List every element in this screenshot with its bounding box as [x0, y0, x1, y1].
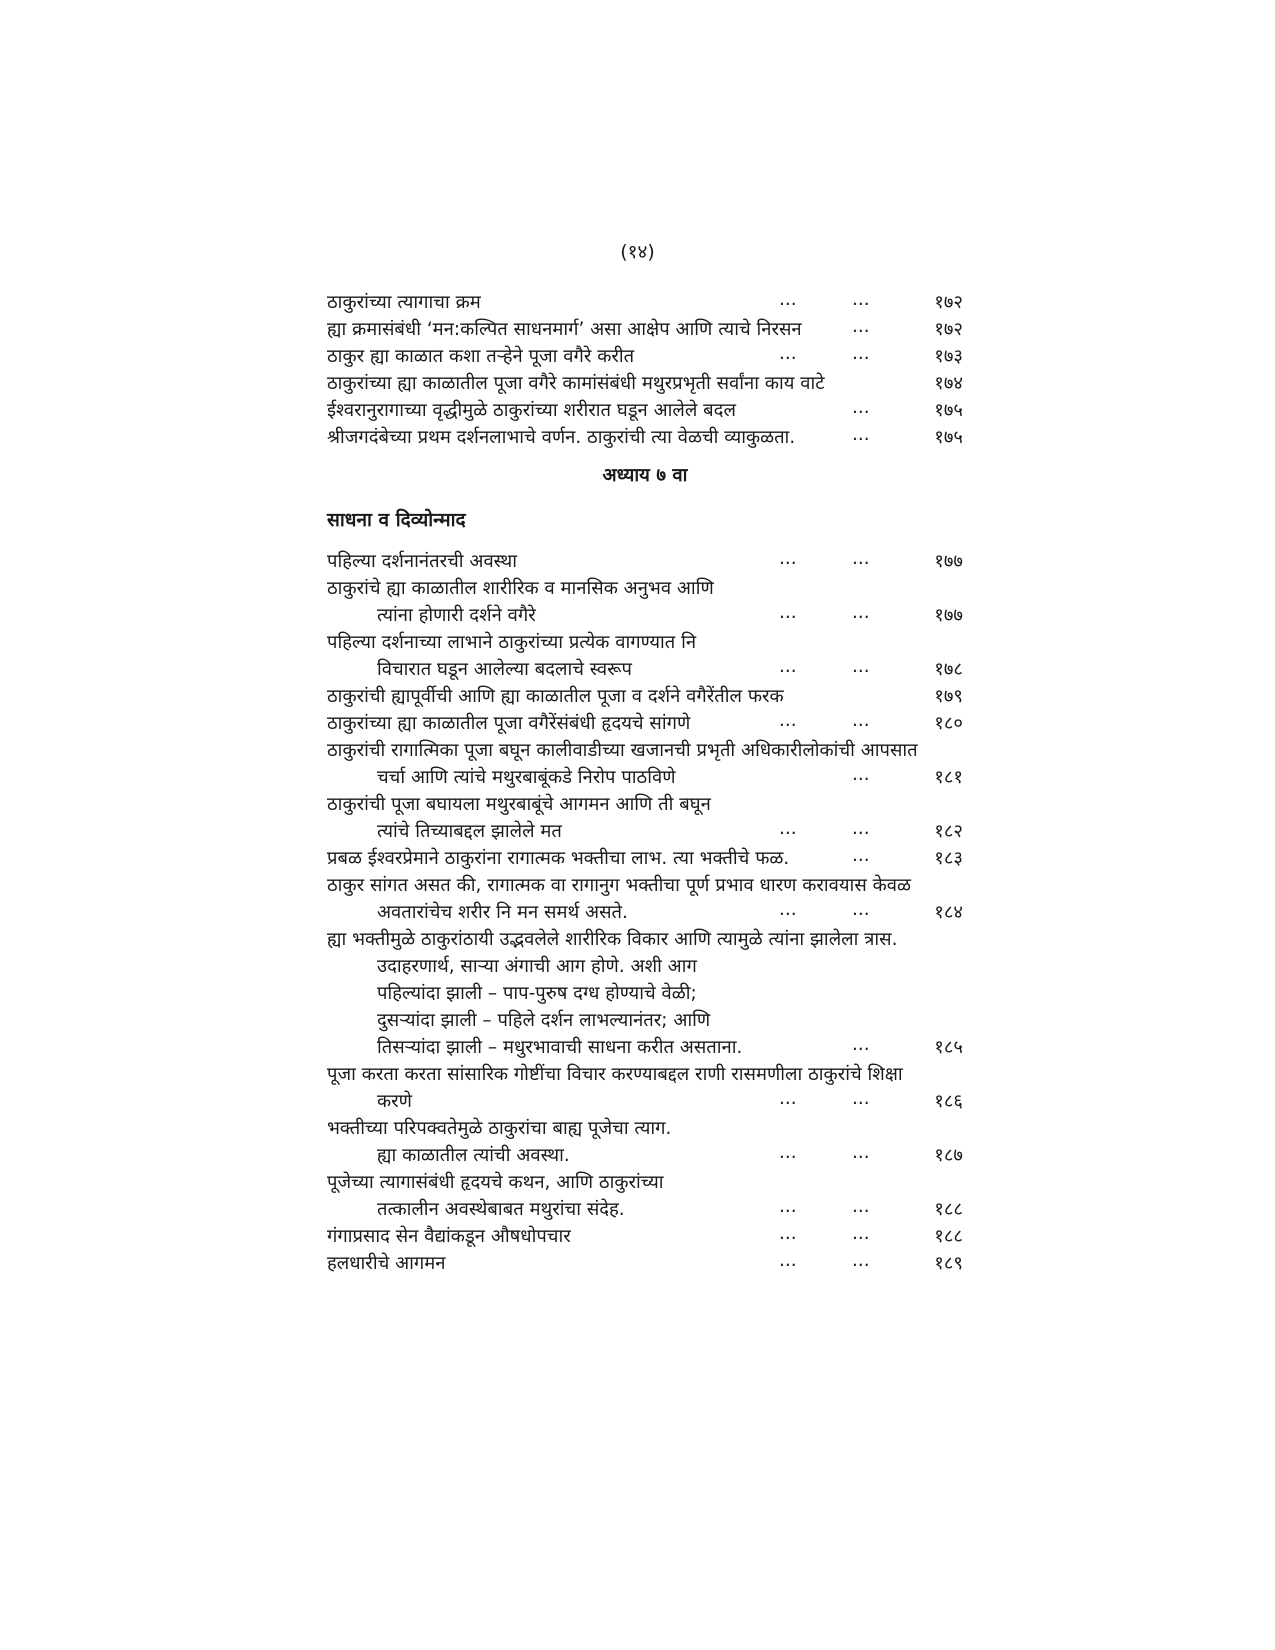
entry-text: हलधारीचे आगमन	[327, 1253, 446, 1274]
entry-line	[327, 980, 963, 1007]
entry-text: तिसऱ्यांदा झाली – मधुरभावाची साधना करीत असताना.	[377, 1037, 743, 1058]
entry-line	[327, 953, 963, 980]
entry-line	[327, 710, 963, 737]
toc-entry	[327, 683, 963, 710]
toc-entry	[327, 370, 963, 397]
entry-line	[327, 1061, 963, 1088]
entry-text: पहिल्या दर्शनानंतरची अवस्था	[327, 551, 517, 572]
entry-text: विचारात घडून आलेल्या बदलाचे स्वरूप	[377, 659, 632, 680]
toc-entry	[327, 316, 963, 343]
entry-text: ठाकुरांच्या ह्या काळातील पूजा वगैरेंसंबंधी हृदयचे सांगणे	[327, 713, 691, 734]
entry-page: १७३	[934, 346, 963, 367]
entry-text: ठाकुरांच्या ह्या काळातील पूजा वगैरे कामांसंबंधी मथुरप्रभृती सर्वांना काय वाटे	[327, 373, 825, 394]
entry-page: १७५	[934, 427, 963, 448]
entry-page: १७९	[934, 686, 963, 707]
entry-text: अवतारांचेच शरीर नि मन समर्थ असते.	[377, 902, 628, 923]
entry-line	[327, 764, 963, 791]
entry-text: ठाकुरांची पूजा बघायला मथुरबाबूंचे आगमन आणि ती बघून	[327, 794, 711, 815]
entry-text: ह्या भक्तीमुळे ठाकुरांठायी उद्भवलेले शारीरिक विकार आणि त्यामुळे त्यांना झालेला त्रास.	[327, 929, 898, 950]
leader-dots: ...	[852, 1250, 870, 1271]
entry-text: तत्कालीन अवस्थेबाबत मथुरांचा संदेह.	[377, 1199, 625, 1220]
entry-text: ठाकुर ह्या काळात कशा तऱ्हेने पूजा वगैरे करीत	[327, 346, 635, 367]
entry-page: १७७	[934, 605, 963, 626]
entry-text: दुसऱ्यांदा झाली – पहिले दर्शन लाभल्यानंतर; आणि	[377, 1010, 711, 1031]
toc-entry	[327, 424, 963, 451]
entry-text: ठाकुरांची रागात्मिका पूजा बघून कालीवाडीच्या खजानची प्रभृती अधिकारीलोकांची आपसात	[327, 740, 918, 761]
toc-entry	[327, 629, 963, 683]
toc-entry	[327, 710, 963, 737]
entry-text: पहिल्यांदा झाली – पाप-पुरुष दग्ध होण्याचे वेळी;	[377, 983, 697, 1004]
entry-page: १८४	[934, 902, 963, 923]
chapter-title: अध्याय ७ वा	[602, 465, 688, 486]
entry-line	[327, 845, 963, 872]
entry-page: १७४	[934, 373, 963, 394]
toc-entry	[327, 926, 963, 1061]
toc-entry	[327, 1250, 963, 1277]
entry-page: १७८	[934, 659, 963, 680]
leader-dots: ...	[779, 818, 797, 839]
entry-line	[327, 737, 963, 764]
entry-line	[327, 548, 963, 575]
entry-line	[327, 602, 963, 629]
toc-entry	[327, 548, 963, 575]
entry-text: उदाहरणार्थ, साऱ्या अंगाची आग होणे. अशी आग	[377, 956, 697, 977]
leader-dots: ...	[852, 899, 870, 920]
leader-dots: ...	[779, 1088, 797, 1109]
entry-page: १७७	[934, 551, 963, 572]
entry-text: पहिल्या दर्शनाच्या लाभाने ठाकुरांच्या प्रत्येक वागण्यात नि	[327, 632, 697, 653]
leader-dots: ...	[852, 845, 870, 866]
entry-page: १८६	[934, 1091, 963, 1112]
leader-dots: ...	[852, 397, 870, 418]
toc-entry	[327, 343, 963, 370]
entry-line	[327, 926, 963, 953]
toc-entry	[327, 397, 963, 424]
leader-dots: ...	[779, 1223, 797, 1244]
entry-text: गंगाप्रसाद सेन वैद्यांकडून औषधोपचार	[327, 1226, 571, 1247]
toc-entry	[327, 289, 963, 316]
entry-page: १८८	[934, 1199, 963, 1220]
leader-dots: ...	[852, 1088, 870, 1109]
entry-text: ह्या क्रमासंबंधी ‘मन:कल्पित साधनमार्ग’ असा आक्षेप आणि त्याचे निरसन	[327, 319, 802, 340]
entry-text: ठाकुरांचे ह्या काळातील शारीरिक व मानसिक अनुभव आणि	[327, 578, 714, 599]
entries-before	[327, 289, 963, 451]
leader-dots: ...	[852, 289, 870, 310]
entry-line	[327, 1007, 963, 1034]
entry-text: त्यांचे तिच्याबद्दल झालेले मत	[377, 821, 562, 842]
entry-text: प्रबळ ईश्वरप्रेमाने ठाकुरांना रागात्मक भक्तीचा लाभ. त्या भक्तीचे फळ.	[327, 848, 790, 869]
toc-entry	[327, 1223, 963, 1250]
toc-entry	[327, 845, 963, 872]
leader-dots: ...	[779, 1250, 797, 1271]
leader-dots: ...	[852, 343, 870, 364]
entry-page: १८३	[934, 848, 963, 869]
entry-line	[327, 872, 963, 899]
entry-text: पूजेच्या त्यागासंबंधी हृदयचे कथन, आणि ठाकुरांच्या	[327, 1172, 664, 1193]
entry-line	[327, 1223, 963, 1250]
entry-text: ठाकुर सांगत असत की, रागात्मक वा रागानुग भक्तीचा पूर्ण प्रभाव धारण करावयास केवळ	[327, 875, 911, 896]
entry-line	[327, 1034, 963, 1061]
entry-line	[327, 1196, 963, 1223]
entry-text: त्यांना होणारी दर्शने वगैरे	[377, 605, 536, 626]
entry-line	[327, 1250, 963, 1277]
leader-dots: ...	[852, 602, 870, 623]
entry-page: १७५	[934, 400, 963, 421]
entry-line	[327, 818, 963, 845]
entry-page: १८८	[934, 1226, 963, 1247]
entry-page: १८७	[934, 1145, 963, 1166]
entry-page: १७२	[934, 319, 963, 340]
entry-text: ठाकुरांच्या त्यागाचा क्रम	[327, 292, 481, 313]
leader-dots: ...	[779, 656, 797, 677]
toc-entry	[327, 791, 963, 845]
entry-line	[327, 899, 963, 926]
entry-line	[327, 629, 963, 656]
entry-text: चर्चा आणि त्यांचे मथुरबाबूंकडे निरोप पाठविणे	[377, 767, 676, 788]
leader-dots: ...	[852, 1142, 870, 1163]
leader-dots: ...	[852, 548, 870, 569]
entry-text: ह्या काळातील त्यांची अवस्था.	[377, 1145, 570, 1166]
entry-page: १८०	[934, 713, 963, 734]
leader-dots: ...	[779, 602, 797, 623]
toc-entry	[327, 872, 963, 926]
leader-dots: ...	[852, 1223, 870, 1244]
leader-dots: ...	[779, 1142, 797, 1163]
entry-page: १८१	[934, 767, 963, 788]
section-title: साधना व दिव्योन्माद	[327, 509, 466, 531]
entry-page: १८२	[934, 821, 963, 842]
entry-text: श्रीजगदंबेच्या प्रथम दर्शनलाभाचे वर्णन. ठाकुरांची त्या वेळची व्याकुळता.	[327, 427, 796, 448]
toc-entry	[327, 1061, 963, 1115]
entry-text: पूजा करता करता सांसारिक गोष्टींचा विचार करण्याबद्दल राणी रासमणीला ठाकुरांचे शिक्षा	[327, 1064, 903, 1085]
entry-page: १८९	[934, 1253, 963, 1274]
leader-dots: ...	[852, 656, 870, 677]
leader-dots: ...	[779, 899, 797, 920]
leader-dots: ...	[852, 710, 870, 731]
entry-text: भक्तीच्या परिपक्वतेमुळे ठाकुरांचा बाह्य पूजेचा त्याग.	[327, 1118, 672, 1139]
entry-text: करणे	[377, 1091, 412, 1112]
leader-dots: ...	[779, 343, 797, 364]
toc-entry	[327, 737, 963, 791]
toc-entry	[327, 1169, 963, 1223]
entry-line	[327, 656, 963, 683]
leader-dots: ...	[852, 424, 870, 445]
entry-text: ठाकुरांची ह्यापूर्वीची आणि ह्या काळातील पूजा व दर्शने वगैरेंतील फरक	[327, 686, 784, 707]
chapter-entries	[327, 548, 963, 1277]
table-of-contents	[327, 289, 963, 1277]
toc-entry	[327, 1115, 963, 1169]
leader-dots: ...	[779, 1196, 797, 1217]
entry-line	[327, 791, 963, 818]
entry-text: ईश्वरानुरागाच्या वृद्धीमुळे ठाकुरांच्या शरीरात घडून आलेले बदल	[327, 400, 736, 421]
leader-dots: ...	[852, 818, 870, 839]
leader-dots: ...	[779, 289, 797, 310]
entry-page: १८५	[934, 1037, 963, 1058]
entry-line	[327, 1169, 963, 1196]
leader-dots: ...	[852, 316, 870, 337]
leader-dots: ...	[852, 764, 870, 785]
entry-line	[327, 1142, 963, 1169]
leader-dots: ...	[852, 1034, 870, 1055]
leader-dots: ...	[779, 710, 797, 731]
leader-dots: ...	[779, 548, 797, 569]
entry-line	[327, 683, 963, 710]
entry-page: १७२	[934, 292, 963, 313]
leader-dots: ...	[852, 1196, 870, 1217]
entry-line	[327, 1115, 963, 1142]
toc-entry	[327, 575, 963, 629]
page-number: (१४)	[620, 241, 655, 263]
entry-line	[327, 575, 963, 602]
entry-line	[327, 1088, 963, 1115]
